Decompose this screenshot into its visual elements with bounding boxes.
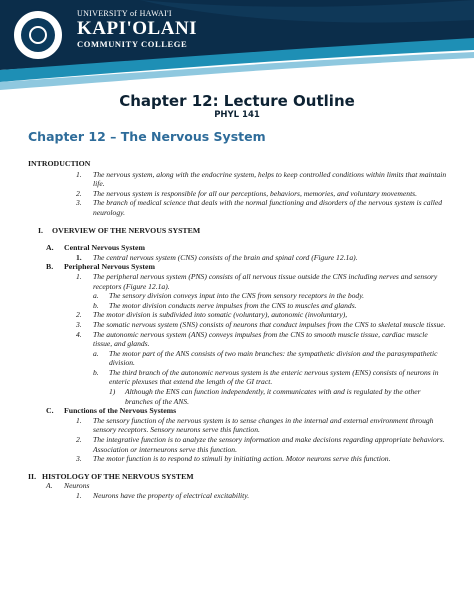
item-number: 3.: [76, 454, 82, 464]
list-item: [76, 491, 448, 501]
sub-list-item: [93, 368, 448, 387]
subsection-letter: C.: [46, 406, 54, 416]
chapter-subtitle: Chapter 12 – The Nervous System: [28, 129, 266, 144]
item-number: 2.: [76, 435, 82, 445]
item-number: 1.: [76, 415, 82, 425]
item-text: The autonomic nervous system (ANS) conveys impulses from the CNS to smooth muscle tissue, cardiac muscle tissue, and glands.: [93, 329, 428, 349]
list-item: [76, 454, 448, 464]
list-item: [76, 198, 448, 217]
subsection-letter: B.: [46, 262, 54, 272]
subsection-title: Peripheral Nervous System: [64, 262, 155, 272]
subsection-heading: [46, 406, 448, 416]
section-title: OVERVIEW OF THE NERVOUS SYSTEM: [52, 225, 201, 235]
college-seal-logo: [12, 9, 64, 61]
item-letter: a.: [93, 348, 99, 358]
college-subname: COMMUNITY COLLEGE: [77, 39, 188, 49]
list-item: [76, 416, 448, 435]
list-item: [76, 435, 448, 454]
document-title: Chapter 12: Lecture Outline: [119, 92, 355, 110]
item-text: The nervous system, along with the endocrine system, helps to keep controlled conditions within limits that maintain life.: [93, 169, 447, 189]
sub-sub-list-item: [109, 387, 448, 406]
list-item: [76, 189, 448, 199]
sub-list-item: [93, 301, 448, 311]
banner-waves: [0, 0, 474, 92]
item-number: 1.: [76, 491, 82, 500]
item-text: The peripheral nervous system (PNS) consists of all nervous tissue outside the CNS including nerves and sensory receptors (Figure 12.1a).: [93, 271, 438, 291]
university-name: UNIVERSITY of HAWAI'I: [77, 9, 172, 18]
section-title: HISTOLOGY OF THE NERVOUS SYSTEM: [42, 471, 194, 481]
item-text: The branch of medical science that deals with the normal functioning and disorders of the nervous system is called neurology.: [93, 198, 442, 217]
item-text: The sensory function of the nervous system is to sense changes in the internal and external environment through sensory receptors. Sensory neurons serve this function.: [93, 415, 434, 435]
intro-heading: INTRODUCTION: [28, 159, 91, 168]
item-number: 1): [109, 387, 116, 397]
item-text: The sensory division conveys input into the CNS from sensory receptors in the body.: [109, 291, 365, 301]
item-text: The central nervous system (CNS) consists of the brain and spinal cord (Figure 12.1a).: [93, 252, 358, 262]
subsection-heading: [46, 243, 448, 253]
item-text: Although the ENS can function independently, it communicates with and is regulated by the other branches of the ANS.: [125, 387, 421, 406]
sub-list-item: [93, 349, 448, 368]
item-text: The somatic nervous system (SNS) consists of neurons that conduct impulses from the CNS to skeletal muscle tissue.: [93, 319, 446, 329]
college-name: KAPI'OLANI: [77, 18, 198, 39]
item-letter: a.: [93, 291, 99, 301]
item-text: The motor function is to respond to stimuli by initiating action. Motor neurons serve this function.: [93, 454, 391, 464]
subsection-letter: A.: [46, 481, 53, 491]
item-number: 2.: [76, 310, 82, 320]
item-text: The integrative function is to analyze the sensory information and make decisions regarding appropriate behaviors. Association or interneurons serve this function.: [93, 435, 445, 454]
list-item: [76, 253, 448, 263]
subsection-title: Functions of the Nervous Systems: [64, 406, 177, 416]
list-item: [76, 310, 448, 320]
item-number: 4.: [76, 329, 82, 339]
item-text: The motor part of the ANS consists of two main branches: the sympathetic division and the parasympathetic division.: [109, 348, 438, 368]
item-number: 1.: [76, 252, 82, 262]
item-number: 1.: [76, 271, 82, 281]
subsection-title: Neurons: [64, 481, 90, 491]
item-letter: b.: [93, 300, 99, 310]
list-item: [76, 330, 448, 349]
sub-list-item: [93, 291, 448, 301]
item-number: 3.: [76, 319, 82, 329]
item-text: The motor division conducts nerve impulses from the CNS to muscles and glands.: [109, 300, 357, 310]
item-text: The motor division is subdivided into somatic (voluntary), autonomic (involuntary),: [93, 310, 348, 320]
subsection-heading: [46, 481, 448, 491]
section-heading: [28, 472, 448, 482]
header-banner: [0, 0, 474, 92]
item-number: 3.: [76, 198, 82, 208]
item-text: The third branch of the autonomic nervous system is the enteric nervous system (ENS) consists of neurons in enteric plexuses that extend the length of the GI tract.: [109, 367, 439, 387]
list-item: [76, 272, 448, 291]
section-number: I.: [38, 225, 43, 235]
subsection-letter: A.: [46, 243, 54, 253]
subsection-title: Central Nervous System: [64, 243, 145, 253]
college-wordmark: [77, 9, 197, 49]
list-item: [76, 170, 448, 189]
section-heading: [38, 226, 448, 236]
item-letter: b.: [93, 367, 99, 377]
subsection-heading: [46, 262, 448, 272]
course-code: PHYL 141: [214, 110, 260, 120]
item-number: 2.: [76, 188, 82, 198]
item-text: The nervous system is responsible for all our perceptions, behaviors, memories, and voluntary movements.: [93, 188, 418, 198]
section-number: II.: [28, 471, 37, 481]
item-text: Neurons have the property of electrical excitability.: [93, 491, 250, 500]
item-number: 1.: [76, 169, 82, 179]
list-item: [76, 320, 448, 330]
seal-emblem-icon: [29, 26, 47, 44]
outline-body: [28, 159, 448, 501]
